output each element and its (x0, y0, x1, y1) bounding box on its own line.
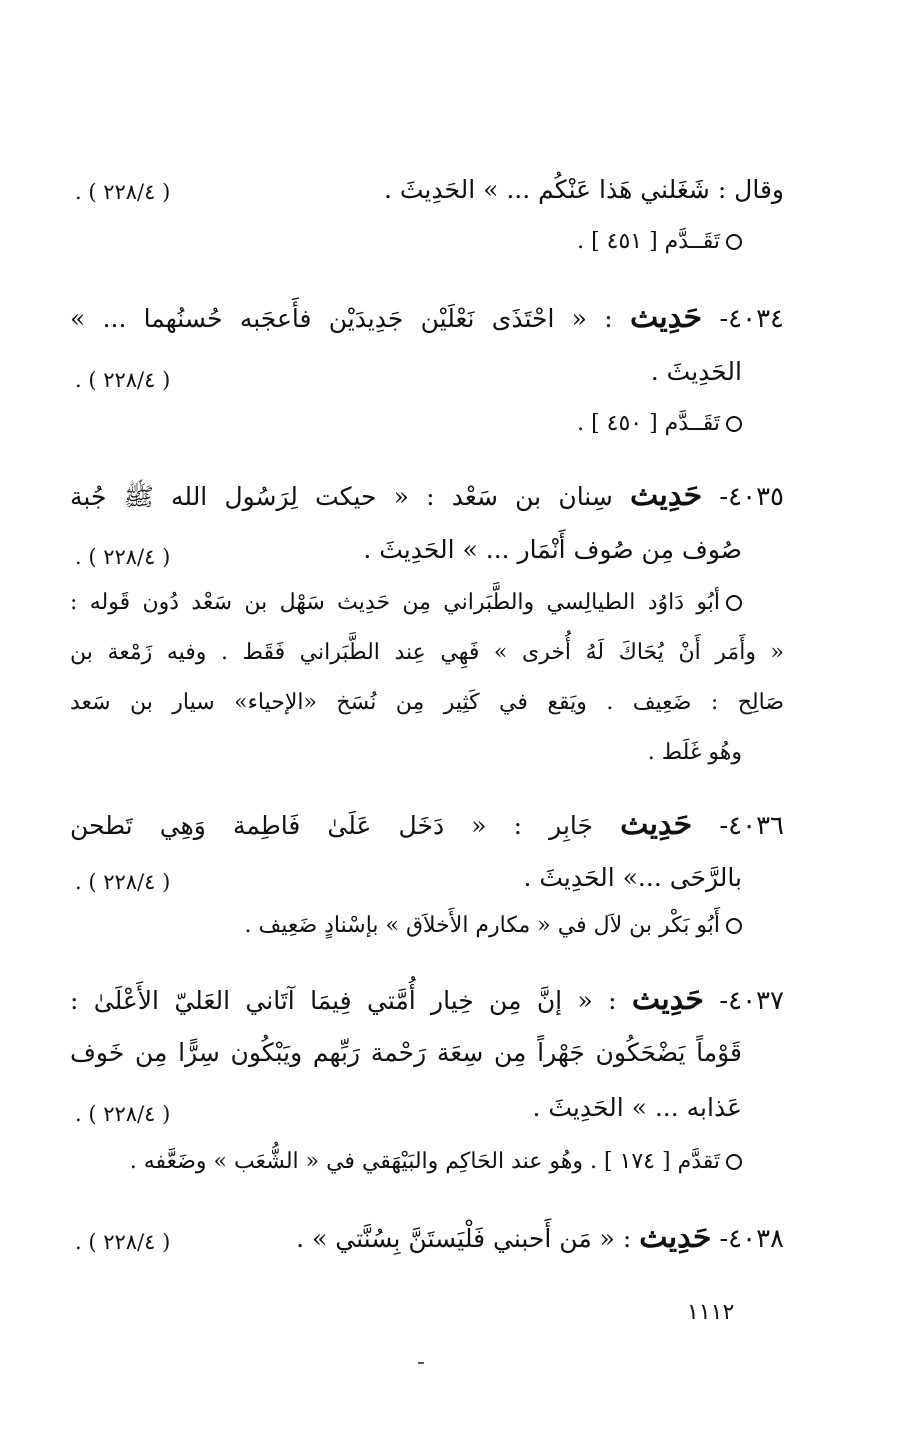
entry-4036-note: أَبُو بَكْر بن لاَل في « مكارم الأَخلاَق » بإسْنادٍ ضَعِيف . (70, 906, 784, 946)
hadith-heading: حَدِيث (639, 1220, 712, 1255)
entry-number: ٤٠٣٦- (719, 811, 784, 841)
hadith-heading: حَدِيث (629, 300, 703, 335)
entry-4034-note: تَقَــدَّم [ ٤٥٠ ] . (70, 404, 784, 444)
page-number: ١١١٢ (687, 1300, 735, 1325)
hadith-heading: حَدِيث (630, 478, 703, 513)
print-mark (418, 1362, 424, 1364)
entry-number: ٤٠٣٨- (719, 1224, 784, 1254)
entry-number: ٤٠٣٧- (719, 986, 784, 1016)
entry-4037-reference: ( ٢٢٨/٤ ) . (75, 1102, 171, 1126)
hadith-heading: حَدِيث (631, 982, 704, 1017)
entry-4034-reference: ( ٢٢٨/٤ ) . (75, 368, 171, 392)
entry-4035-line-1: ٤٠٣٥- حَدِيث سِنان بن سَعْد : « حيكت لِرَسُول الله ﷺ جُبة (70, 478, 785, 513)
entry-4035-note-line-1: أبُو دَاوُد الطيالِسي والطَّبَراني مِن حَدِيث سَهْل بن سَعْد دُون قَوله : (70, 583, 784, 623)
entry-cont-reference: ( ٢٢٨/٤ ) . (75, 180, 171, 204)
circle-bullet-icon (726, 234, 742, 250)
entry-4037-line-3: عَذابه ... » الحَدِيثَ . (532, 1093, 742, 1122)
circle-bullet-icon (726, 595, 742, 611)
circle-bullet-icon (726, 918, 742, 934)
circle-bullet-icon (726, 416, 742, 432)
entry-4034-line-2: الحَدِيثَ . (650, 357, 742, 386)
entry-4037-note: تَقدَّم [ ١٧٤ ] . وهُو عند الحَاكِم والبَيْهَقي في « الشُّعَب » وضَعَّفه . (70, 1142, 784, 1182)
entry-4034-line-1: ٤٠٣٤- حَدِيث : « احْتَذَى نَعْلَيْن جَدِيدَيْن فأَعجَبه حُسنُهما ... » (70, 300, 784, 335)
entry-4035-note-line-4: وهُو غَلَط . (647, 740, 742, 765)
entry-4036-line-1: ٤٠٣٦- حَدِيث جَابِر : « دَخَل عَلَىٰ فَاطِمة وَهِي تَطحن (70, 807, 784, 842)
entry-4038-reference: ( ٢٢٨/٤ ) . (75, 1230, 171, 1254)
entry-cont-note: تَقَــدَّم [ ٤٥١ ] . (70, 222, 784, 262)
entry-4035-reference: ( ٢٢٨/٤ ) . (75, 545, 171, 569)
circle-bullet-icon (726, 1154, 742, 1170)
entry-number: ٤٠٣٥- (719, 482, 785, 512)
entry-4037-line-1: ٤٠٣٧- حَدِيث : « إنَّ مِن خِيار أُمَّتي فِيمَا آتَاني العَليّ الأَعْلَىٰ : (70, 982, 784, 1017)
entry-cont-line-1: وقال : شَغَلني هَذا عَنْكُم ... » الحَدِيثَ . (383, 175, 784, 204)
entry-4035-line-2: صُوف مِن صُوف أَنْمَار ... » الحَدِيثَ . (363, 535, 742, 564)
entry-4037-line-2: قَوْماً يَضْحَكُون جَهْراً مِن سِعَة رَحْمة رَبِّهم ويَبْكُون سِرًّا مِن خَوف (70, 1038, 742, 1067)
entry-4038-line-1: ٤٠٣٨- حَدِيث : « مَن أَحبني فَلْيَستَنَّ بِسُنَّتي » . (296, 1220, 784, 1255)
entry-number: ٤٠٣٤- (719, 304, 784, 334)
entry-4035-note-line-3: صَالِح : ضَعِيف . ويَقع في كَثِير مِن نُسَخ «الإحياء» سيار بن سَعد (70, 690, 784, 715)
entry-4035-note-line-2: « وأَمَر أَنْ يُحَاكَ لَهُ أُخرى » فَهِي عِند الطَّبَراني فَقَط . وفيه زَمْعة بن (70, 640, 784, 665)
hadith-heading: حَدِيث (620, 807, 693, 842)
entry-4036-reference: ( ٢٢٨/٤ ) . (75, 870, 171, 894)
entry-4036-line-2: بالرَّحَى ...» الحَدِيثَ . (523, 863, 742, 892)
